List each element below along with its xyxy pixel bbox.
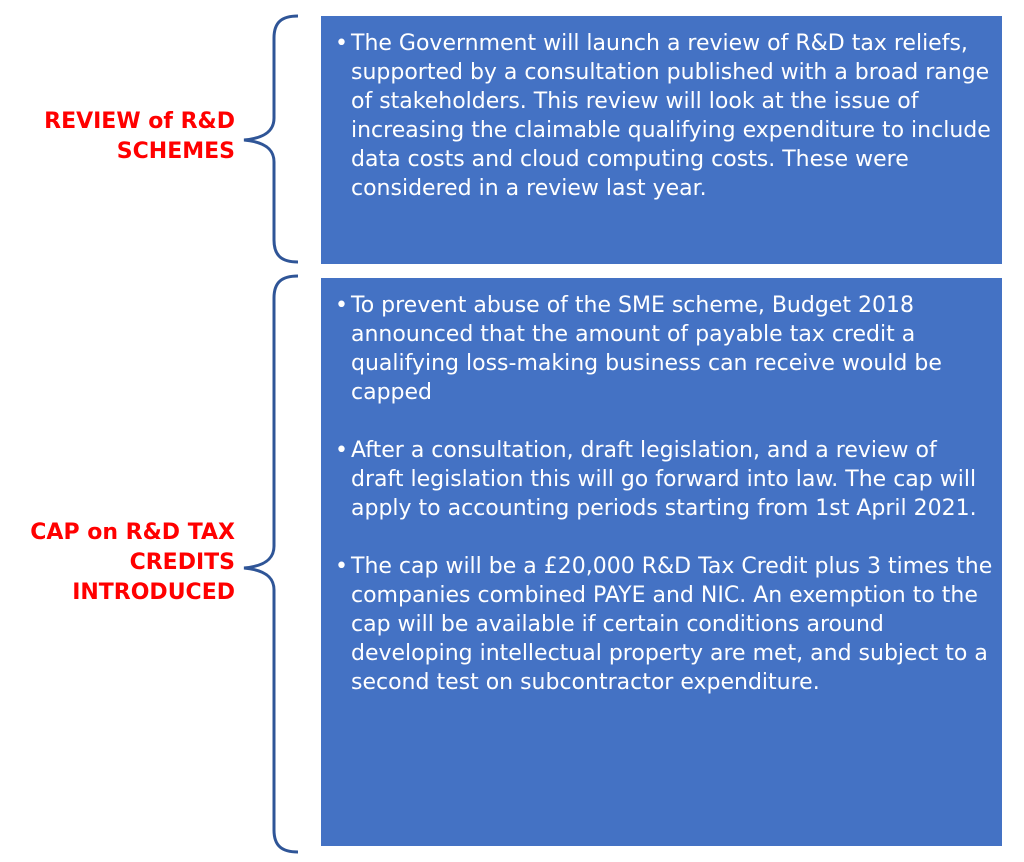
label-line: REVIEW of R&D [44, 109, 235, 134]
label-line: CAP on R&D TAX [30, 520, 235, 545]
bullet-list [335, 291, 994, 697]
brace-review [244, 16, 298, 262]
bullet-list [335, 29, 994, 203]
label-cap-rd-tax-credits [30, 518, 235, 608]
panel-review [321, 16, 1002, 264]
label-line: INTRODUCED [72, 580, 235, 605]
label-line: CREDITS [129, 550, 235, 575]
bullet-item: • After a consultation, draft legislation, and a review of draft legislation this will go forward into law. The cap will apply to accounting periods starting from 1st April 2021. [335, 436, 994, 523]
label-review-rd-schemes [44, 107, 235, 167]
bullet-item: • To prevent abuse of the SME scheme, Budget 2018 announced that the amount of payable tax credit a qualifying loss-making business can receive would be capped [335, 291, 994, 407]
bullet-item: • The Government will launch a review of R&D tax reliefs, supported by a consultation published with a broad range of stakeholders. This review will look at the issue of increasing the claimable qualifying expenditure to include data costs and cloud computing costs. These were considered in a review last year. [335, 29, 994, 203]
brace-cap [244, 276, 298, 852]
panel-cap [321, 278, 1002, 846]
label-line: SCHEMES [116, 139, 235, 164]
bullet-item: • The cap will be a £20,000 R&D Tax Credit plus 3 times the companies combined PAYE and NIC. An exemption to the cap will be available if certain conditions around developing intellectual property are met, and subject to a second test on subcontractor expenditure. [335, 552, 994, 697]
